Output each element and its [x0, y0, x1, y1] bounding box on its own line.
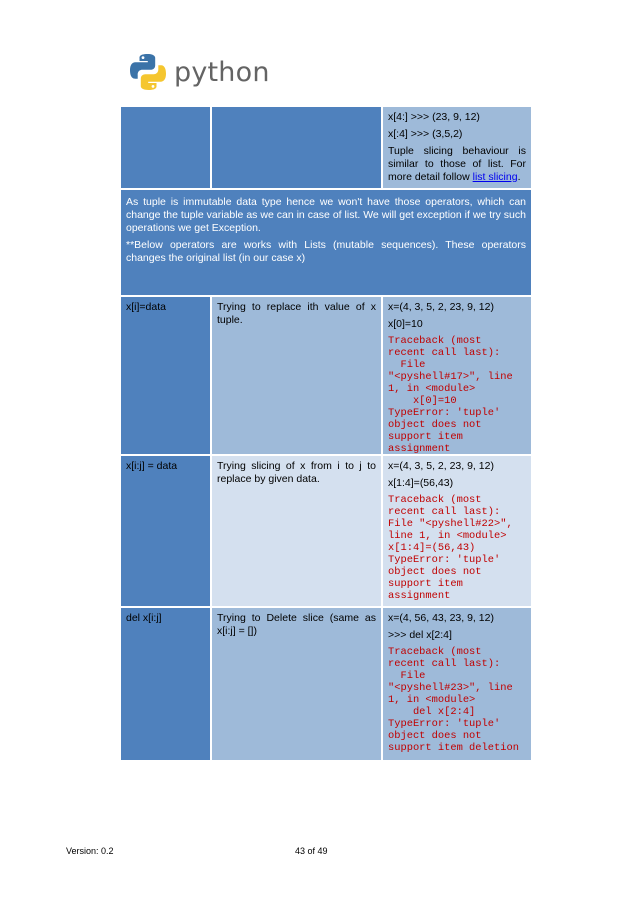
error-traceback: Traceback (most recent call last): File "<pyshell#23>", line 1, in <module> del x[2:4] TypeError: 'tuple' object does not support item deletion	[388, 646, 519, 754]
list-slicing-link[interactable]: list slicing	[472, 171, 518, 183]
table-row	[121, 107, 531, 188]
note-paragraph: **Below operators are works with Lists (mutable sequences). These operators changes the original list (in our case x)	[126, 239, 526, 264]
error-traceback: Traceback (most recent call last): File "<pyshell#17>", line 1, in <module> x[0]=10 TypeError: 'tuple' object does not support item assignment	[388, 335, 513, 454]
example-text: x[4:] >>> (23, 9, 12)	[388, 111, 480, 123]
example-cell	[383, 456, 531, 606]
note-paragraph: As tuple is immutable data type hence we won't have those operators, which can change the tuple variable as we can in case of list. We will get exception if we try such operations we get Exception.	[126, 196, 526, 234]
error-traceback: Traceback (most recent call last): File "<pyshell#22>", line 1, in <module> x[1:4]=(56,43) TypeError: 'tuple' object does not support item assignment	[388, 494, 513, 602]
table-row	[121, 297, 531, 454]
operator-cell: x[i]=data	[121, 297, 210, 454]
note-row	[121, 190, 531, 295]
example-text: x=(4, 56, 43, 23, 9, 12)	[388, 612, 494, 624]
operator-cell: x[i:j] = data	[121, 456, 210, 606]
example-text: x=(4, 3, 5, 2, 23, 9, 12)	[388, 460, 494, 472]
footer-page-number: 43 of 49	[295, 846, 328, 856]
example-text: x[0]=10	[388, 318, 423, 330]
example-cell	[383, 297, 531, 454]
table-cell	[212, 107, 381, 188]
example-cell	[383, 608, 531, 760]
table-cell	[121, 107, 210, 188]
operator-cell: del x[i:j]	[121, 608, 210, 760]
example-text: x[1:4]=(56,43)	[388, 477, 454, 489]
example-text: x=(4, 3, 5, 2, 23, 9, 12)	[388, 301, 494, 313]
table-cell	[383, 107, 531, 188]
table-row	[121, 608, 531, 760]
python-logo-icon	[128, 52, 168, 92]
example-text: >>> del x[2:4]	[388, 629, 452, 641]
footer-version: Version: 0.2	[66, 846, 114, 856]
description-cell: Trying to Delete slice (same as x[i:j] = [])	[212, 608, 381, 760]
table-row	[121, 456, 531, 606]
description-cell: Trying to replace ith value of x tuple.	[212, 297, 381, 454]
description-cell: Trying slicing of x from i to j to replace by given data.	[212, 456, 381, 606]
note-text: Tuple slicing behaviour is similar to those of list. For more detail follow list slicing.	[388, 145, 526, 183]
example-text: x[:4] >>> (3,5,2)	[388, 128, 463, 140]
logo-text: python	[174, 56, 270, 88]
python-logo	[128, 52, 270, 92]
